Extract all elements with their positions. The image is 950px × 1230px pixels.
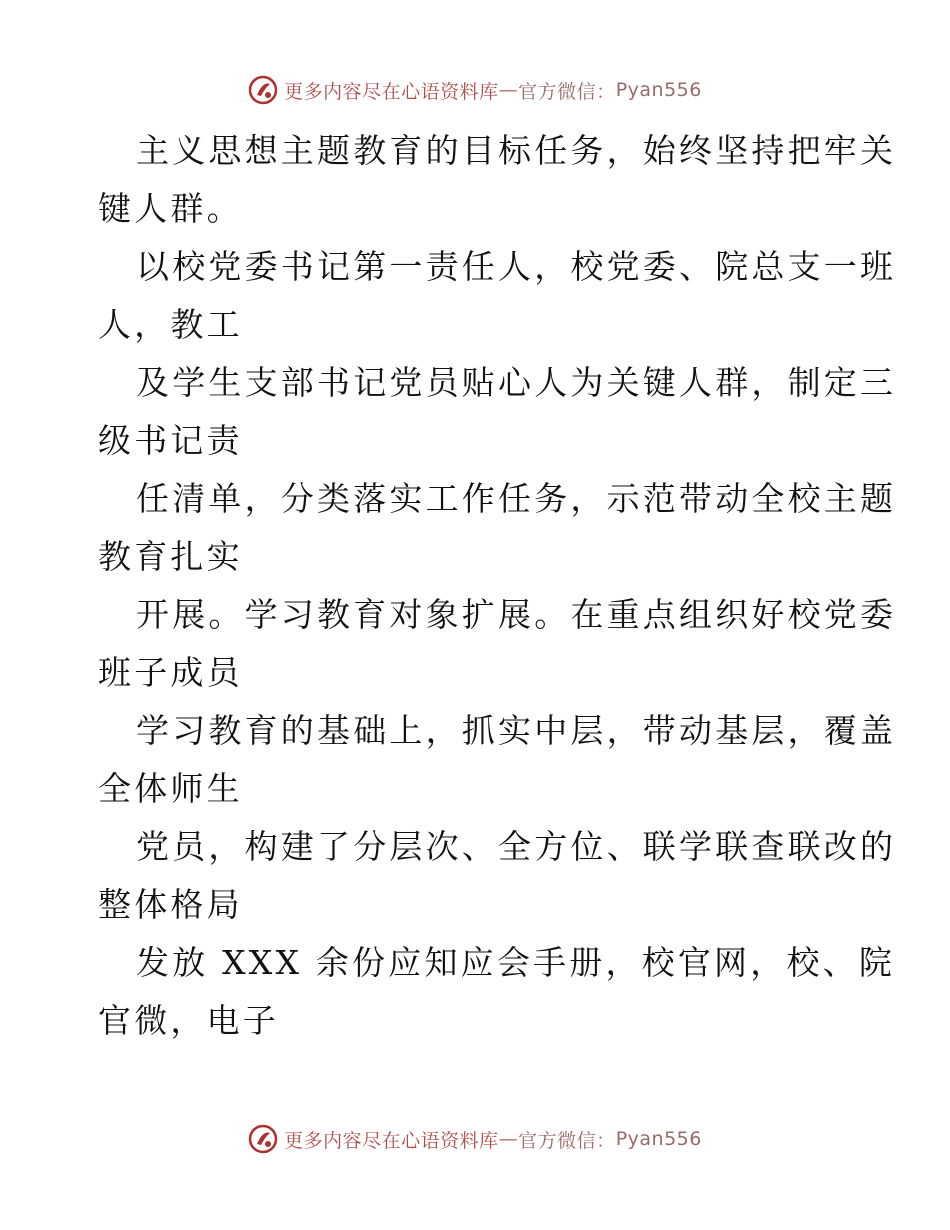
watermark-separator: — [498,79,519,101]
paragraph [98,586,897,702]
paragraph-continuation: 班子成员 [98,653,243,692]
brand-logo-icon [248,1124,278,1154]
paragraph-first-line: 党员，构建了分层次、全方位、联学联查联改的 [136,827,897,866]
brand-logo-icon [248,75,278,105]
paragraph-continuation: 教育扎实 [98,537,243,576]
paragraph [98,470,897,586]
paragraph-first-line: 主义思想主题教育的目标任务，始终坚持把牢关 [136,131,897,170]
paragraph [98,702,897,818]
document-body [98,122,897,1050]
paragraph [98,354,897,470]
watermark-wechat-label: 官方微信： [518,1129,616,1152]
paragraph-first-line: 及学生支部书记党员贴心人为关键人群，制定三 [136,363,897,402]
paragraph-continuation: 官微，电子 [98,1001,279,1040]
paragraph [98,122,897,238]
paragraph-first-line: 任清单，分类落实工作任务，示范带动全校主题 [136,479,897,518]
paragraph-first-line: 以校党委书记第一责任人，校党委、院总支一班 [136,247,897,286]
paragraph-continuation: 级书记责 [98,421,243,460]
watermark-wechat-label: 官方微信： [518,80,616,103]
watermark-separator: — [498,1128,519,1150]
watermark-wechat-id: Pyan556 [615,79,702,101]
watermark-main-text: 更多内容尽在心语资料库 [284,80,499,103]
paragraph [98,934,896,1050]
paragraph-continuation: 整体格局 [98,885,243,924]
paragraph-first-line: 发放 XXX 余份应知应会手册，校官网，校、院 [136,943,896,982]
paragraph-first-line: 开展。学习教育对象扩展。在重点组织好校党委 [136,595,897,634]
header-watermark [0,70,950,110]
watermark-wechat-id: Pyan556 [615,1128,702,1150]
paragraph-continuation: 键人群。 [98,189,243,228]
paragraph-first-line: 学习教育的基础上，抓实中层，带动基层，覆盖 [136,711,897,750]
paragraph [98,818,897,934]
footer-watermark [0,1119,950,1159]
paragraph [98,238,897,354]
paragraph-continuation: 人，教工 [98,305,243,344]
paragraph-continuation: 全体师生 [98,769,243,808]
watermark-main-text: 更多内容尽在心语资料库 [284,1129,499,1152]
